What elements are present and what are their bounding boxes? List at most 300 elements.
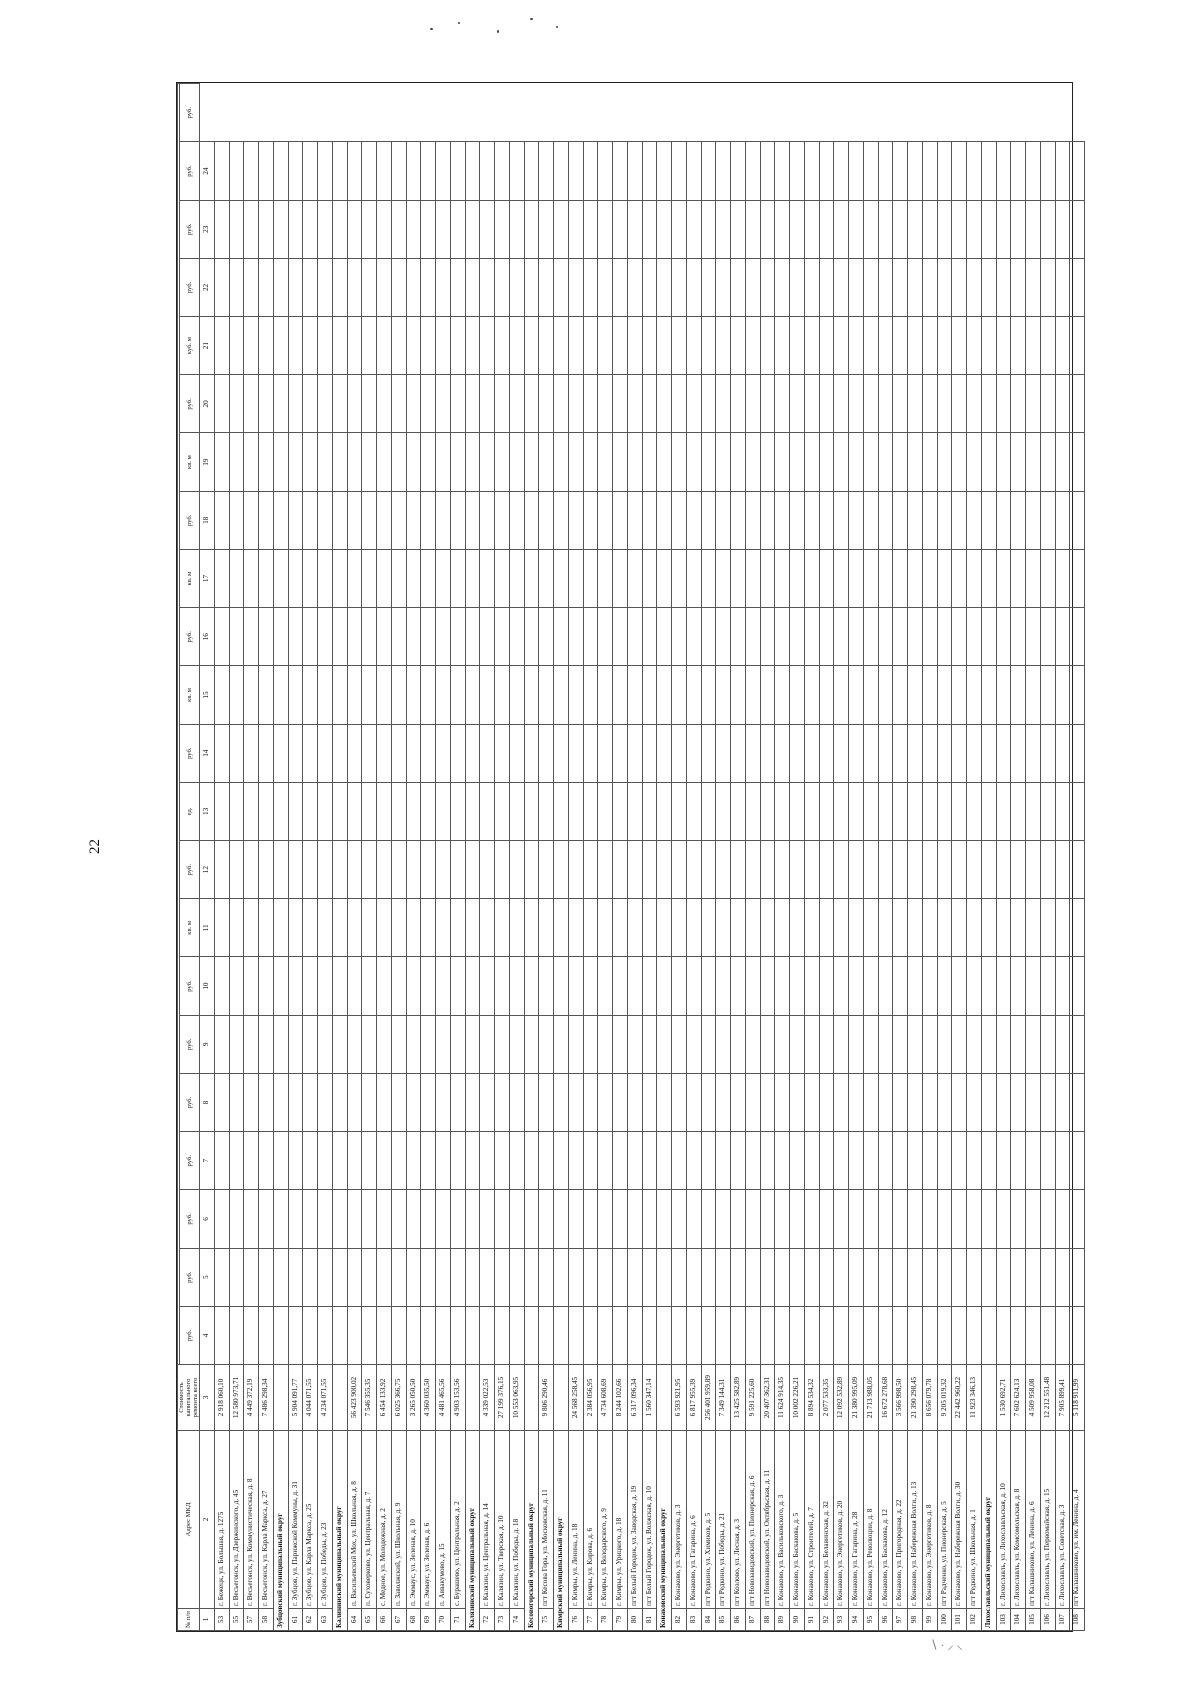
table-cell	[627, 608, 642, 666]
table-cell	[775, 142, 790, 200]
table-cell	[229, 1248, 244, 1306]
row-total-cost: 8 244 102,66	[613, 1365, 628, 1431]
table-cell	[244, 317, 259, 375]
table-cell	[952, 899, 967, 957]
table-cell	[214, 782, 229, 840]
row-number: 108	[1070, 1609, 1085, 1631]
table-cell	[214, 957, 229, 1015]
table-cell	[480, 258, 495, 316]
table-cell	[642, 317, 657, 375]
table-cell	[598, 317, 613, 375]
table-cell	[273, 1248, 288, 1306]
row-address: г. Калязин, ул. Центральная, д. 14	[480, 1431, 495, 1609]
table-cell	[259, 1306, 274, 1364]
unit-cell: руб.	[180, 200, 200, 258]
table-cell	[893, 724, 908, 782]
table-row	[686, 84, 701, 1631]
table-cell	[509, 608, 524, 666]
unit-cell: кв. м	[180, 433, 200, 491]
table-cell	[952, 549, 967, 607]
table-cell	[790, 317, 805, 375]
row-total-cost: 21 380 995,09	[849, 1365, 864, 1431]
table-row	[731, 84, 746, 1631]
table-cell	[996, 841, 1011, 899]
table-cell	[524, 1015, 539, 1073]
table-cell	[421, 1248, 436, 1306]
table-cell	[1070, 1190, 1085, 1248]
table-cell	[244, 1132, 259, 1190]
table-cell	[819, 375, 834, 433]
table-cell	[465, 258, 480, 316]
table-cell	[1011, 317, 1026, 375]
table-cell	[244, 375, 259, 433]
row-number: 98	[908, 1609, 923, 1631]
table-cell	[745, 1015, 760, 1073]
table-cell	[1026, 957, 1041, 1015]
table-cell	[332, 491, 347, 549]
index-cell: 2	[200, 1431, 215, 1609]
table-cell	[908, 375, 923, 433]
table-cell	[465, 1248, 480, 1306]
table-cell	[701, 491, 716, 549]
table-cell	[273, 549, 288, 607]
table-cell	[598, 1132, 613, 1190]
row-number: 74	[509, 1609, 524, 1631]
table-cell	[1011, 491, 1026, 549]
table-cell	[598, 724, 613, 782]
table-cell	[495, 724, 510, 782]
table-cell	[937, 375, 952, 433]
table-cell	[406, 957, 421, 1015]
table-cell	[421, 1190, 436, 1248]
table-cell	[996, 666, 1011, 724]
table-cell	[878, 549, 893, 607]
table-cell	[1026, 1132, 1041, 1190]
table-cell	[804, 899, 819, 957]
table-cell	[391, 1132, 406, 1190]
table-cell	[613, 1015, 628, 1073]
table-cell	[406, 1306, 421, 1364]
table-cell	[981, 1073, 996, 1131]
table-cell	[1011, 608, 1026, 666]
table-cell	[332, 899, 347, 957]
table-row	[318, 84, 333, 1631]
table-cell	[480, 1190, 495, 1248]
table-cell	[775, 317, 790, 375]
table-cell	[1026, 317, 1041, 375]
table-cell	[1040, 782, 1055, 840]
table-cell	[981, 841, 996, 899]
table-cell	[377, 1306, 392, 1364]
table-cell	[436, 142, 451, 200]
table-cell	[214, 1306, 229, 1364]
group-row	[981, 84, 996, 1631]
table-cell	[539, 957, 554, 1015]
row-total-cost: 7 349 144,31	[716, 1365, 731, 1431]
table-cell	[627, 1248, 642, 1306]
table-cell	[332, 1306, 347, 1364]
table-cell	[1040, 1132, 1055, 1190]
row-total-cost: 11 624 914,35	[775, 1365, 790, 1431]
table-cell	[686, 782, 701, 840]
table-cell	[701, 841, 716, 899]
table-cell	[952, 957, 967, 1015]
table-cell	[318, 666, 333, 724]
table-cell	[288, 724, 303, 782]
table-cell	[967, 841, 982, 899]
table-cell	[922, 317, 937, 375]
table-cell	[495, 1248, 510, 1306]
table-cell	[377, 666, 392, 724]
table-cell	[406, 491, 421, 549]
table-cell	[214, 549, 229, 607]
table-cell	[775, 1190, 790, 1248]
table-cell	[450, 1073, 465, 1131]
table-cell	[347, 608, 362, 666]
table-cell	[701, 317, 716, 375]
table-cell	[952, 1132, 967, 1190]
table-cell	[583, 899, 598, 957]
table-cell	[583, 1306, 598, 1364]
table-cell	[450, 1248, 465, 1306]
table-row	[509, 84, 524, 1631]
row-address: пгт Редкино, ул. Победы, д. 21	[716, 1431, 731, 1609]
table-cell	[362, 1190, 377, 1248]
table-cell	[775, 433, 790, 491]
table-cell	[878, 782, 893, 840]
table-cell	[288, 491, 303, 549]
table-cell	[436, 724, 451, 782]
row-number: 71	[450, 1609, 465, 1631]
table-cell	[347, 549, 362, 607]
table-cell	[465, 957, 480, 1015]
table-cell	[893, 1015, 908, 1073]
index-cell: 14	[200, 724, 215, 782]
table-cell	[760, 1132, 775, 1190]
table-cell	[465, 1132, 480, 1190]
table-cell	[981, 1015, 996, 1073]
table-cell	[259, 549, 274, 607]
row-total-cost: 10 553 063,95	[509, 1365, 524, 1431]
table-cell	[465, 1190, 480, 1248]
table-cell	[244, 1248, 259, 1306]
table-cell	[981, 549, 996, 607]
row-total-cost: 6 817 955,39	[686, 1365, 701, 1431]
table-cell	[1011, 724, 1026, 782]
table-cell	[701, 782, 716, 840]
table-cell	[1070, 608, 1085, 666]
table-cell	[731, 1132, 746, 1190]
table-cell	[922, 841, 937, 899]
table-cell	[244, 899, 259, 957]
table-cell	[731, 957, 746, 1015]
unit-cell: руб.	[180, 84, 200, 142]
table-cell	[362, 1306, 377, 1364]
table-cell	[406, 142, 421, 200]
table-cell	[775, 200, 790, 258]
table-cell	[1011, 666, 1026, 724]
table-cell	[1055, 258, 1070, 316]
table-cell	[1026, 782, 1041, 840]
table-cell	[554, 1015, 569, 1073]
table-cell	[568, 200, 583, 258]
table-cell	[908, 1073, 923, 1131]
table-cell	[259, 375, 274, 433]
row-number: 63	[318, 1609, 333, 1631]
table-cell	[878, 491, 893, 549]
table-cell	[421, 782, 436, 840]
table-cell	[1040, 1306, 1055, 1364]
table-cell	[952, 375, 967, 433]
table-cell	[288, 549, 303, 607]
row-address: г. Конаково, ул. Строителей, д. 7	[804, 1431, 819, 1609]
table-cell	[627, 317, 642, 375]
table-cell	[509, 258, 524, 316]
table-cell	[627, 1306, 642, 1364]
table-cell	[554, 491, 569, 549]
table-cell	[878, 1132, 893, 1190]
table-cell	[686, 608, 701, 666]
row-address: г. Кимры, ул. Кирова, д. 6	[583, 1431, 598, 1609]
table-cell	[686, 666, 701, 724]
table-cell	[657, 782, 672, 840]
table-cell	[1070, 1015, 1085, 1073]
row-address: г. Конаково, ул. Гагарина, д. 6	[686, 1431, 701, 1609]
table-cell	[952, 317, 967, 375]
table-cell	[731, 491, 746, 549]
table-cell	[554, 200, 569, 258]
scan-speck	[497, 30, 499, 33]
table-cell	[908, 957, 923, 1015]
table-cell	[583, 608, 598, 666]
table-cell	[790, 1248, 805, 1306]
table-cell	[583, 491, 598, 549]
table-cell	[716, 1132, 731, 1190]
table-cell	[1011, 1132, 1026, 1190]
table-cell	[598, 841, 613, 899]
table-cell	[627, 142, 642, 200]
table-cell	[834, 899, 849, 957]
row-total-cost: 1 560 347,14	[642, 1365, 657, 1431]
table-cell	[878, 1190, 893, 1248]
table-cell	[465, 549, 480, 607]
table-cell	[509, 666, 524, 724]
row-total-cost: 4 903 153,56	[450, 1365, 465, 1431]
group-name: Калязинский муниципальный округ	[465, 1431, 480, 1631]
table-cell	[598, 1015, 613, 1073]
table-cell	[524, 1132, 539, 1190]
row-total-cost: 4 234 071,55	[318, 1365, 333, 1431]
table-cell	[1055, 433, 1070, 491]
table-cell	[627, 375, 642, 433]
table-cell	[701, 200, 716, 258]
table-cell	[568, 608, 583, 666]
table-cell	[1055, 142, 1070, 200]
table-cell	[421, 841, 436, 899]
table-cell	[908, 666, 923, 724]
table-cell	[1055, 1132, 1070, 1190]
table-cell	[937, 899, 952, 957]
table-cell	[863, 1132, 878, 1190]
table-cell	[583, 375, 598, 433]
table-cell	[908, 1015, 923, 1073]
table-cell	[1055, 200, 1070, 258]
row-total-cost: 6 454 133,92	[377, 1365, 392, 1431]
row-address: г. Калязин, ул. Победы, д. 18	[509, 1431, 524, 1609]
table-cell	[391, 1015, 406, 1073]
table-cell	[480, 1073, 495, 1131]
table-row	[303, 84, 318, 1631]
table-cell	[1040, 608, 1055, 666]
table-cell	[539, 899, 554, 957]
table-cell	[1055, 1248, 1070, 1306]
table-row	[893, 84, 908, 1631]
table-cell	[332, 1132, 347, 1190]
table-cell	[760, 142, 775, 200]
row-address: пгт Калашниково, ул. им. Ленина, д. 4	[1070, 1431, 1085, 1609]
table-cell	[672, 549, 687, 607]
table-cell	[745, 375, 760, 433]
table-cell	[849, 375, 864, 433]
table-row	[406, 84, 421, 1631]
table-cell	[244, 841, 259, 899]
table-cell	[908, 200, 923, 258]
table-cell	[893, 899, 908, 957]
table-cell	[849, 433, 864, 491]
page-number: 22	[87, 839, 103, 854]
table-cell	[214, 433, 229, 491]
table-cell	[996, 782, 1011, 840]
index-cell: 8	[200, 1073, 215, 1131]
table-cell	[347, 433, 362, 491]
table-cell	[554, 1190, 569, 1248]
row-address: г. Лихославль, ул. Комсомольская, д. 8	[1011, 1431, 1026, 1609]
table-cell	[893, 1073, 908, 1131]
table-cell	[465, 1306, 480, 1364]
table-cell	[686, 1190, 701, 1248]
table-row	[922, 84, 937, 1631]
row-address: г. Конаково, ул. Набережная Волги, д. 13	[908, 1431, 923, 1609]
table-cell	[686, 841, 701, 899]
table-row	[878, 84, 893, 1631]
table-cell	[937, 782, 952, 840]
table-row	[642, 84, 657, 1631]
table-cell	[642, 1306, 657, 1364]
table-cell	[716, 724, 731, 782]
group-name: Конаковский муниципальный округ	[657, 1431, 672, 1631]
table-cell	[716, 608, 731, 666]
row-total-cost: 10 002 226,21	[790, 1365, 805, 1431]
table-cell	[716, 899, 731, 957]
table-cell	[229, 957, 244, 1015]
table-cell	[554, 841, 569, 899]
table-cell	[495, 258, 510, 316]
table-cell	[362, 1248, 377, 1306]
table-cell	[627, 957, 642, 1015]
table-cell	[908, 608, 923, 666]
table-cell	[952, 142, 967, 200]
table-cell	[908, 549, 923, 607]
table-cell	[981, 1132, 996, 1190]
table-cell	[745, 841, 760, 899]
table-cell	[406, 317, 421, 375]
table-row	[1040, 84, 1055, 1631]
table-cell	[229, 549, 244, 607]
table-cell	[273, 258, 288, 316]
table-cell	[1026, 841, 1041, 899]
table-cell	[377, 491, 392, 549]
table-cell	[1055, 1190, 1070, 1248]
register-table	[177, 83, 1085, 1631]
row-address: пгт Кесова Гора, ул. Московская, д. 11	[539, 1431, 554, 1609]
table-cell	[214, 317, 229, 375]
table-cell	[273, 317, 288, 375]
table-cell	[495, 1073, 510, 1131]
unit-cell: руб.	[180, 841, 200, 899]
table-cell	[524, 200, 539, 258]
row-number: 103	[996, 1609, 1011, 1631]
table-cell	[849, 782, 864, 840]
table-cell	[583, 1248, 598, 1306]
table-cell	[436, 899, 451, 957]
row-number: 83	[686, 1609, 701, 1631]
row-number: 88	[760, 1609, 775, 1631]
table-cell	[495, 957, 510, 1015]
table-cell	[731, 666, 746, 724]
table-cell	[922, 549, 937, 607]
table-cell	[745, 666, 760, 724]
table-cell	[701, 899, 716, 957]
table-cell	[701, 1073, 716, 1131]
table-cell	[745, 1073, 760, 1131]
table-cell	[347, 1132, 362, 1190]
table-cell	[745, 142, 760, 200]
row-total-cost: 24 568 258,45	[568, 1365, 583, 1431]
table-cell	[465, 1015, 480, 1073]
table-cell	[716, 666, 731, 724]
table-cell	[745, 258, 760, 316]
table-cell	[819, 666, 834, 724]
table-cell	[1040, 375, 1055, 433]
table-cell	[716, 200, 731, 258]
table-cell	[583, 1073, 598, 1131]
table-cell	[318, 724, 333, 782]
table-cell	[996, 142, 1011, 200]
table-cell	[981, 433, 996, 491]
row-number: 93	[834, 1609, 849, 1631]
table-cell	[303, 549, 318, 607]
table-row	[863, 84, 878, 1631]
table-cell	[303, 258, 318, 316]
table-cell	[495, 491, 510, 549]
table-cell	[436, 375, 451, 433]
table-cell	[863, 1073, 878, 1131]
table-cell	[362, 666, 377, 724]
table-cell	[244, 491, 259, 549]
handwritten-mark: ∖ · ⸝ ⸜	[930, 1638, 963, 1652]
table-cell	[731, 433, 746, 491]
table-row	[391, 84, 406, 1631]
table-cell	[480, 666, 495, 724]
table-cell	[967, 782, 982, 840]
table-cell	[952, 608, 967, 666]
row-number: 87	[745, 1609, 760, 1631]
table-cell	[1040, 200, 1055, 258]
table-cell	[450, 142, 465, 200]
table-cell	[672, 608, 687, 666]
row-total-cost: 6 593 921,95	[672, 1365, 687, 1431]
table-cell	[863, 433, 878, 491]
